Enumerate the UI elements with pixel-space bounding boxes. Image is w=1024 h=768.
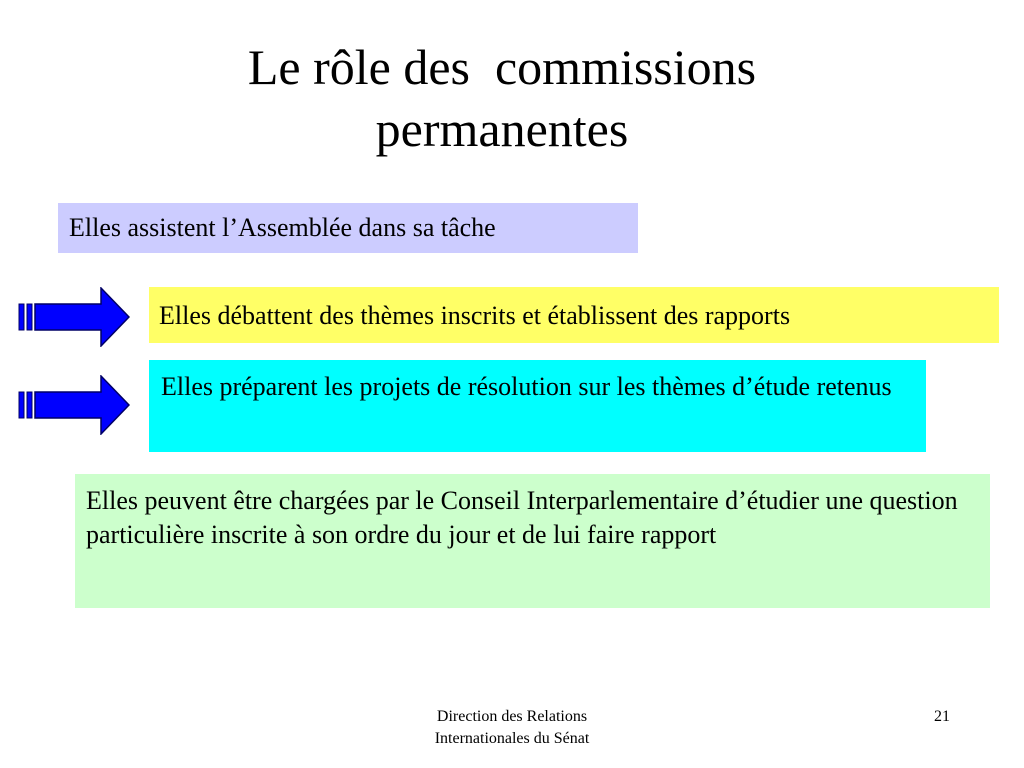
right-arrow-icon xyxy=(18,375,130,435)
slide-title-line-1: Le rôle des commissions xyxy=(247,39,757,95)
footer-line-1: Direction des Relations xyxy=(436,708,588,725)
slide-title xyxy=(0,36,1004,160)
page-number: 21 xyxy=(934,708,950,725)
footer-organization xyxy=(382,706,642,750)
right-arrow-icon xyxy=(18,287,130,347)
slide-title-line-2: permanentes xyxy=(375,101,629,157)
point-box-debate: Elles débattent des thèmes inscrits et établissent des rapports xyxy=(149,287,999,343)
point-box-prepare: Elles préparent les projets de résolution sur les thèmes d’étude retenus xyxy=(149,360,926,452)
footer-line-2: Internationales du Sénat xyxy=(434,730,590,747)
point-box-assist: Elles assistent l’Assemblée dans sa tâche xyxy=(58,203,638,253)
point-box-mandate: Elles peuvent être chargées par le Conseil Interparlementaire d’étudier une question particulière inscrite à son ordre du jour et de lui faire rapport xyxy=(75,474,990,608)
